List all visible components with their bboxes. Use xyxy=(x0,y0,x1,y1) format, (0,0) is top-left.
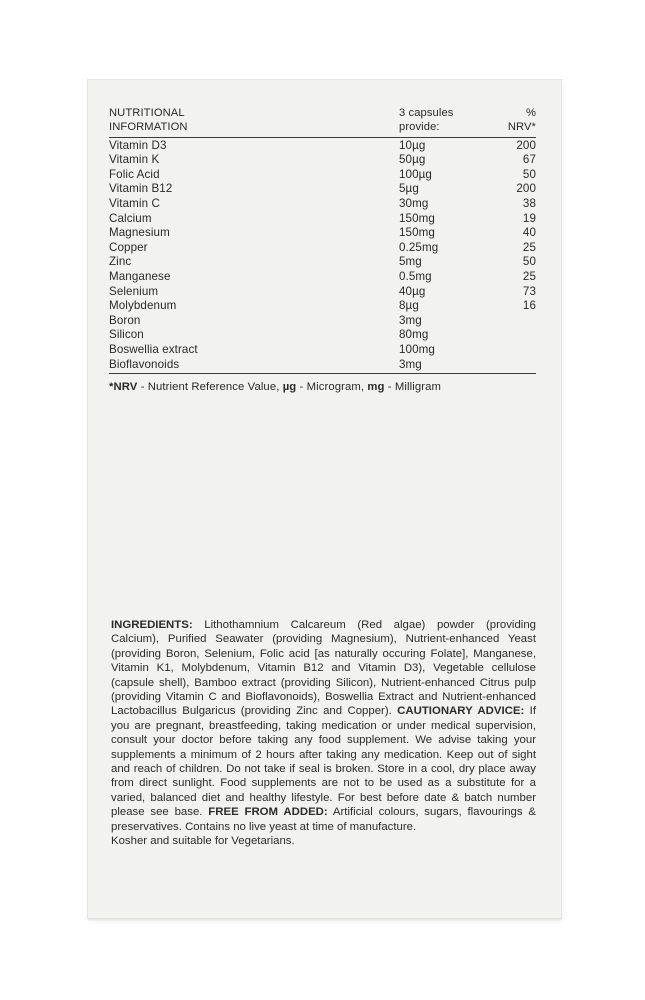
nutrient-amount: 40µg xyxy=(399,284,426,298)
nutrient-amount: 3mg xyxy=(399,313,422,327)
nutrient-name: Boswellia extract xyxy=(109,342,198,356)
nutrient-amount: 3mg xyxy=(399,357,422,371)
header-nutrient xyxy=(109,107,399,135)
nutrition-row xyxy=(109,226,536,241)
nutrient-nrv xyxy=(499,314,536,329)
nutrient-name: Vitamin D3 xyxy=(109,138,167,152)
ingredients-label: INGREDIENTS: xyxy=(111,619,193,631)
nutrition-row xyxy=(109,168,536,183)
nutrition-row xyxy=(109,255,536,270)
footnote-mg-key: mg xyxy=(367,381,385,394)
nutrient-amount: 5mg xyxy=(399,255,422,269)
nutrient-name: Magnesium xyxy=(109,226,170,240)
header-nrv-line1: % xyxy=(525,107,536,119)
nutrition-row xyxy=(109,358,536,373)
nutrient-amount: 150mg xyxy=(399,226,435,240)
footnote-nrv-text: - Nutrient Reference Value, xyxy=(137,381,283,394)
nutrient-name: Zinc xyxy=(109,255,132,269)
footnote-ug-key: µg xyxy=(282,381,297,394)
nutrient-amount: 100mg xyxy=(399,342,435,356)
nutrient-amount: 0.25mg xyxy=(399,240,439,254)
nutrient-nrv: 25 xyxy=(522,240,536,254)
nutrient-nrv: 200 xyxy=(516,182,536,196)
nutrient-nrv xyxy=(499,358,536,373)
nutrient-name: Vitamin K xyxy=(109,153,160,167)
nutrient-amount: 150mg xyxy=(399,211,435,225)
nutrient-name: Boron xyxy=(109,313,141,327)
nutrient-nrv: 67 xyxy=(522,153,536,167)
header-amount-line2: provide: xyxy=(399,120,440,133)
header-nutrient-line1: NUTRITIONAL xyxy=(109,107,185,119)
kosher-statement: Kosher and suitable for Vegetarians. xyxy=(111,835,295,848)
nutrient-nrv: 50 xyxy=(522,255,536,269)
header-amount xyxy=(399,107,499,135)
nutrient-amount: 80mg xyxy=(399,328,429,342)
header-nrv xyxy=(499,107,536,135)
nutrition-rows xyxy=(109,138,536,375)
nutrition-row xyxy=(109,241,536,256)
nutrient-name: Molybdenum xyxy=(109,299,177,313)
nutrient-nrv: 19 xyxy=(522,211,536,225)
nutrient-name: Calcium xyxy=(109,211,152,225)
nutrient-amount: 8µg xyxy=(399,299,419,313)
nutrient-name: Manganese xyxy=(109,269,171,283)
nutrient-name: Bioflavonoids xyxy=(109,357,180,371)
nrv-footnote xyxy=(109,381,536,393)
nutrient-name: Vitamin C xyxy=(109,196,160,210)
nutrient-amount: 5µg xyxy=(399,182,419,196)
nutrition-row xyxy=(109,197,536,212)
header-nutrient-line2: INFORMATION xyxy=(109,120,188,133)
free-from-text: Artificial colours, sugars, flavourings & preservatives. Contains no live yeast at time of manufacture. xyxy=(111,806,536,833)
nutrition-row xyxy=(109,328,536,343)
nutrient-nrv xyxy=(499,328,536,343)
free-from-label: FREE FROM ADDED: xyxy=(208,806,328,819)
nutrition-row xyxy=(109,285,536,300)
nutrient-amount: 100µg xyxy=(399,167,432,181)
nutrition-row xyxy=(109,139,536,154)
caution-text: If you are pregnant, breastfeeding, taking medication or under medical supervision, consult your doctor before taking any food supplement. We advise taking your supplements a minimum of 2 hours after taking any medication. Keep out of sight and reach of children. Do not take if seal is broken. Store in a cool, dry place away from direct sunlight. Food supplements are not to be used as a substitute for a varied, balanced diet and healthy lifestyle. For best before date & batch number please see base. xyxy=(111,705,536,819)
nutrient-nrv xyxy=(499,343,536,358)
ingredients-block xyxy=(111,618,536,849)
nutrient-name: Folic Acid xyxy=(109,167,160,181)
nutrient-name: Silicon xyxy=(109,328,144,342)
nutrition-row xyxy=(109,343,536,358)
nutrition-row xyxy=(109,212,536,227)
nutrient-amount: 10µg xyxy=(399,138,426,152)
caution-label: CAUTIONARY ADVICE: xyxy=(397,705,525,718)
nutrient-nrv: 200 xyxy=(516,138,536,152)
nutrition-row xyxy=(109,314,536,329)
nutrient-name: Vitamin B12 xyxy=(109,182,173,196)
nutrient-nrv: 50 xyxy=(522,167,536,181)
nutrient-name: Selenium xyxy=(109,284,159,298)
header-nrv-line2: NRV* xyxy=(507,120,536,133)
nutrition-row xyxy=(109,270,536,285)
nutrient-amount: 30mg xyxy=(399,196,429,210)
footnote-mg-text: - Milligram xyxy=(384,381,441,394)
nutrient-name: Copper xyxy=(109,240,148,254)
nutrient-nrv: 40 xyxy=(522,226,536,240)
nutrient-nrv: 73 xyxy=(522,284,536,298)
ingredients-text: Lithothamnium Calcareum (Red algae) powder (providing Calcium), Purified Seawater (providing Magnesium), Nutrient-enhanced Yeast (providing Boron, Selenium, Folic acid [as naturally occuring Folate], Manganese, Vitamin K1, Molybdenum, Vitamin B12 and Vitamin D3), Vegetable cellulose (capsule shell), Bamboo extract (providing Silicon), Nutrient-enhanced Citrus pulp (providing Vitamin C and Bioflavonoids), Boswellia Extract and Nutrient-enhanced Lactobacillus Bulgaricus (providing Zinc and Copper). xyxy=(111,619,536,718)
nutrition-row xyxy=(109,182,536,197)
footnote-nrv-key: *NRV xyxy=(109,381,138,394)
nutrient-nrv: 25 xyxy=(522,269,536,283)
nutrient-nrv: 16 xyxy=(522,299,536,313)
nutrient-amount: 0.5mg xyxy=(399,269,432,283)
nutrition-row xyxy=(109,153,536,168)
ingredients-paragraph xyxy=(111,618,536,834)
product-box-panel xyxy=(88,80,561,918)
nutrient-amount: 50µg xyxy=(399,153,426,167)
nutrition-table xyxy=(109,107,536,393)
nutrient-nrv: 38 xyxy=(522,196,536,210)
nutrition-row xyxy=(109,299,536,314)
footnote-ug-text: - Microgram, xyxy=(296,381,368,394)
nutrition-table-header xyxy=(109,107,536,138)
header-amount-line1: 3 capsules xyxy=(399,107,454,119)
